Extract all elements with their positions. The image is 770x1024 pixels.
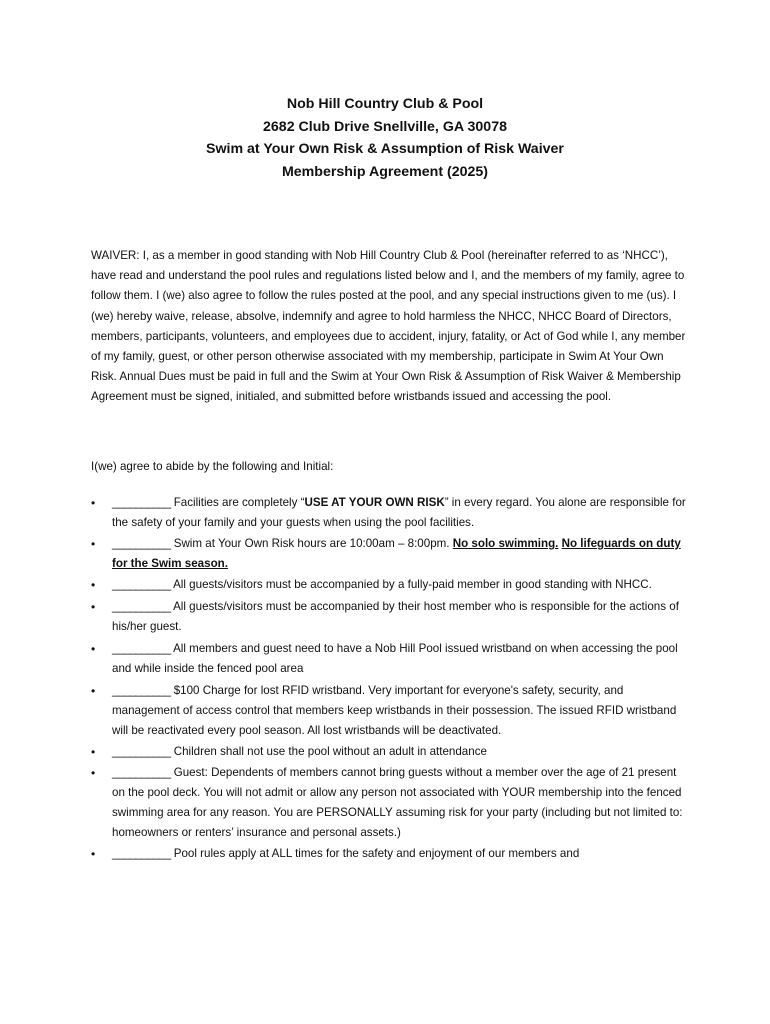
rule-item [91, 681, 691, 742]
initial-blank: __________ [112, 765, 171, 779]
bullet-icon: • [91, 641, 96, 656]
bullet-icon: • [91, 683, 96, 698]
initial-blank: __________ [112, 683, 171, 697]
rule-item [91, 534, 691, 574]
bullet-icon: • [91, 496, 96, 510]
bullet-icon: • [91, 578, 96, 592]
rules-list [91, 493, 691, 865]
rule-text: Children shall not use the pool without an adult in attendance [170, 744, 487, 758]
rule-item [91, 493, 691, 533]
club-address: 2682 Club Drive Snellville, GA 30078 [263, 118, 507, 135]
rule-item [91, 597, 691, 637]
initial-blank: __________ [112, 578, 171, 591]
agree-instruction: I(we) agree to abide by the following and Initial: [91, 460, 334, 473]
rule-text: All guests/visitors must be accompanied by their host member who is responsible for the actions of his/her guest. [112, 599, 679, 633]
rule-item [91, 639, 691, 679]
rule-text: All members and guest need to have a Nob Hill Pool issued wristband on when accessing the pool and while inside the fenced pool area [112, 641, 678, 675]
agreement-title: Membership Agreement (2025) [281, 163, 489, 180]
waiver-paragraph: WAIVER: I, as a member in good standing with Nob Hill Country Club & Pool (hereinafter referred to as ‘NHCC’), have read and understand the pool rules and regulations listed below and I, and the members of my family, agree to follow them. I (we) also agree to follow the rules posted at the pool, and any special instructions given to me (us). I (we) hereby waive, release, absolve, indemnify and agree to hold harmless the NHCC, NHCC Board of Directors, members, participants, volunteers, and employees due to accident, injury, fatality, or Act of God while I, any member of my family, guest, or other person otherwise associated with my membership, participate in Swim At Your Own Risk. Annual Dues must be paid in full and the Swim at Your Own Risk & Assumption of Risk Waiver & Membership Agreement must be signed, initialed, and submitted before wristbands issued and accessing the pool. [91, 249, 686, 404]
bullet-icon: • [91, 846, 96, 861]
initial-blank: __________ [112, 846, 171, 860]
initial-blank: __________ [112, 641, 171, 655]
bullet-icon: • [91, 537, 96, 551]
initial-blank: __________ [112, 744, 171, 758]
rule-item [91, 844, 691, 864]
rule-text: ” in every regard. You alone are responsible for the safety of your family and your guests when using the pool facilities. [112, 496, 686, 530]
rule-text: All guests/visitors must be accompanied by a fully-paid member in good standing with NHCC. [170, 578, 652, 591]
bullet-icon: • [91, 765, 96, 780]
rule-emphasis: No solo swimming. [452, 537, 559, 550]
rule-item [91, 742, 691, 762]
rule-text: Facilities are completely “ [170, 496, 305, 509]
rule-emphasis: No lifeguards on duty for the Swim season. [112, 537, 681, 571]
rule-emphasis: USE AT YOUR OWN RISK [304, 496, 445, 509]
waiver-title: Swim at Your Own Risk & Assumption of Risk Waiver [206, 141, 564, 157]
rule-text: Guest: Dependents of members cannot bring guests without a member over the age of 21 present on the pool deck. You will not admit or allow any person not associated with YOUR membership into the fenced swimming area for any reason. You are PERSONALLY assuming risk for your party (including but not limited to: homeowners or renters’ insurance and personal assets.) [112, 765, 683, 840]
bullet-icon: • [91, 744, 96, 759]
rule-item [91, 575, 691, 595]
bullet-icon: • [91, 599, 96, 614]
rule-text: $100 Charge for lost RFID wristband. Very important for everyone's safety, security, and management of access control that members keep wristbands in their possession. The issued RFID wristband will be reactivated every pool season. All lost wristbands will be deactivated. [112, 683, 677, 737]
club-name: Nob Hill Country Club & Pool [286, 96, 484, 112]
initial-blank: __________ [112, 599, 171, 613]
initial-blank: __________ [112, 537, 171, 550]
rule-text: Swim at Your Own Risk hours are 10:00am – 8:00pm. [170, 537, 453, 550]
rule-text: Pool rules apply at ALL times for the safety and enjoyment of our members and [170, 846, 580, 860]
rule-item [91, 763, 691, 844]
initial-blank: __________ [112, 496, 171, 509]
document-header [0, 93, 770, 183]
